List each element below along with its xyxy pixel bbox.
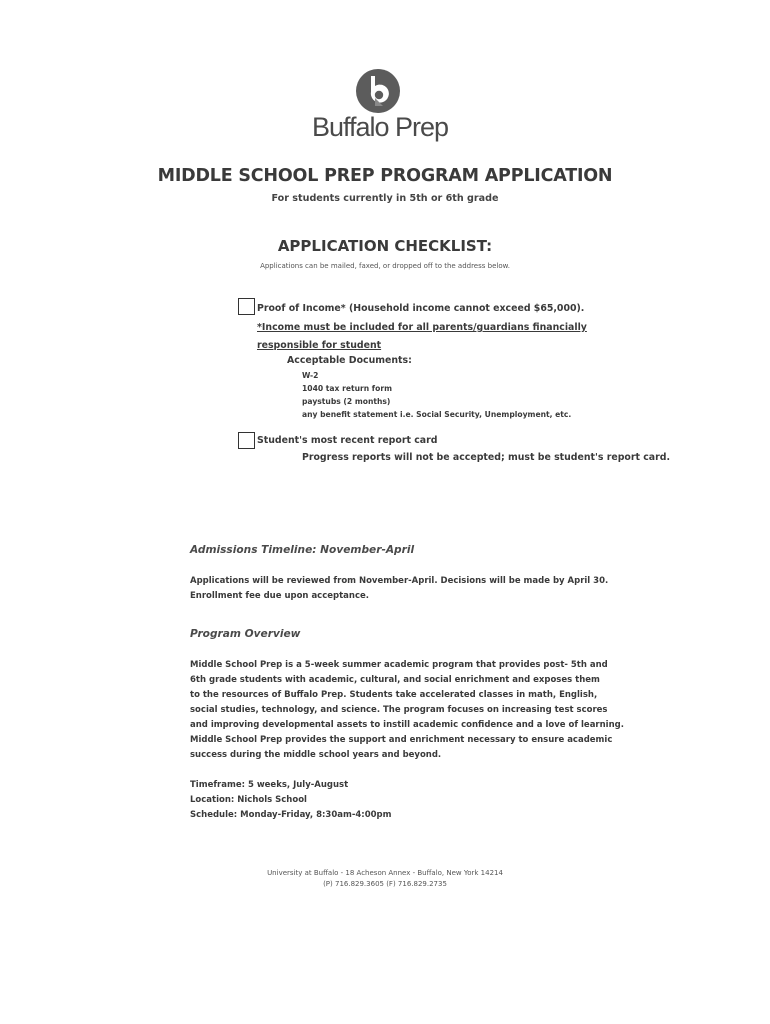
document-list-item: any benefit statement i.e. Social Security, Unemployment, etc. [302, 410, 572, 419]
footer-address: University at Buffalo - 18 Acheson Annex - Buffalo, New York 14214 [267, 869, 503, 877]
schedule-text: Schedule: Monday-Friday, 8:30am-4:00pm [190, 810, 392, 820]
checklist-title: APPLICATION CHECKLIST: [277, 237, 493, 255]
footer-phone: (P) 716.829.3605 (F) 716.829.2735 [323, 880, 447, 888]
location-text: Location: Nichols School [190, 795, 307, 805]
document-list-item: W-2 [302, 371, 319, 380]
timeline-text: Applications will be reviewed from November-April. Decisions will be made by April 30. [190, 576, 609, 586]
overview-line: social studies, technology, and science. The program focuses on increasing test scores [190, 705, 608, 715]
overview-line: 6th grade students with academic, cultural, and social enrichment and exposes them [190, 675, 600, 685]
checklist-item-label: Proof of Income* (Household income cannot exceed $65,000). [257, 303, 585, 314]
page-title: MIDDLE SCHOOL PREP PROGRAM APPLICATION [157, 166, 613, 186]
proof-of-income-checkbox[interactable] [238, 298, 255, 315]
document-list-item: paystubs (2 months) [302, 397, 391, 406]
overview-heading: Program Overview [190, 628, 301, 640]
overview-line: success during the middle school years and beyond. [190, 750, 442, 760]
timeline-heading: Admissions Timeline: November-April [190, 544, 415, 556]
page-subtitle: For students currently in 5th or 6th grade [271, 193, 499, 204]
income-note-line: responsible for student [257, 340, 382, 351]
overview-line: Middle School Prep provides the support and enrichment necessary to ensure academic [190, 735, 613, 745]
checklist-note: Applications can be mailed, faxed, or dropped off to the address below. [260, 262, 510, 270]
overview-line: Middle School Prep is a 5-week summer academic program that provides post- 5th and [190, 660, 608, 670]
income-note-line: *Income must be included for all parents/guardians financially [257, 322, 587, 333]
logo-wordmark: Buffalo Prep [311, 112, 449, 142]
overview-line: and improving developmental assets to instill academic confidence and a love of learning. [190, 720, 624, 730]
timeframe-text: Timeframe: 5 weeks, July-August [190, 780, 349, 790]
acceptable-documents-heading: Acceptable Documents: [287, 355, 412, 366]
report-card-note: Progress reports will not be accepted; must be student's report card. [302, 452, 671, 463]
document-list-item: 1040 tax return form [302, 384, 392, 393]
buffalo-prep-logo-icon [355, 68, 401, 114]
overview-line: to the resources of Buffalo Prep. Students take accelerated classes in math, English, [190, 690, 598, 700]
report-card-checkbox[interactable] [238, 432, 255, 449]
timeline-text: Enrollment fee due upon acceptance. [190, 591, 369, 601]
checklist-item-label: Student's most recent report card [257, 435, 438, 446]
